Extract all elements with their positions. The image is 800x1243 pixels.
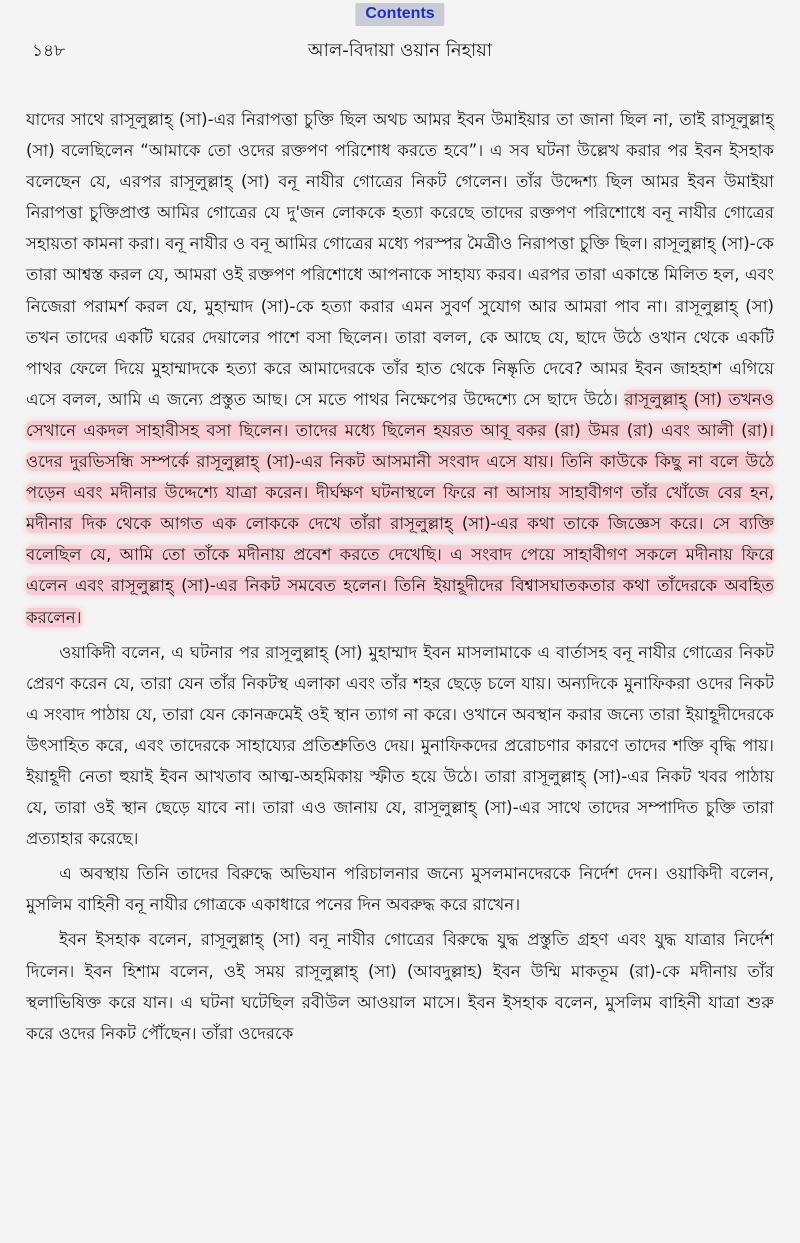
paragraph-2: ওয়াকিদী বলেন, এ ঘটনার পর রাসূলুল্লাহ্ (সা) মুহাম্মাদ ইবন মাসলামাকে এ বার্তাসহ বনূ নাযীর গোত্রের নিকট প্রেরণ করেন যে, তারা যেন তাঁর নিকটস্থ এলাকা এবং তাঁর শহর ছেড়ে চলে যায়। অন্যদিকে মুনাফিকরা ওদের নিকট এ সংবাদ পাঠায় যে, তারা যেন কোনক্রমেই ওই স্থান ত্যাগ না করে। ওখানে অবস্থান করার জন্যে তারা ইয়াহূদীদেরকে উৎসাহিত করে, এবং তাদেরকে সাহায্যের প্রতিশ্রুতিও দেয়। মুনাফিকদের প্ররোচণার কারণে তাদের শক্তি বৃদ্ধি পায়। ইয়াহূদী নেতা হুয়াই ইবন আখতাব আত্ম-অহমিকায় স্ফীত হয়ে উঠে। তারা রাসূলুল্লাহ্ (সা)-এর নিকট খবর পাঠায় যে, তারা ওই স্থান ছেড়ে যাবে না। তারা এও জানায় যে, রাসূলুল্লাহ্ (সা)-এর সাথে তাদের সম্পাদিত চুক্তি তারা প্রত্যাহার করেছে।: [26, 642, 774, 849]
paragraph-4: ইবন ইসহাক বলেন, রাসূলুল্লাহ্ (সা) বনূ নাযীর গোত্রের বিরুদ্ধে যুদ্ধ প্রস্তুতি গ্রহণ এবং যুদ্ধ যাত্রার নির্দেশ দিলেন। ইবন হিশাম বলেন, ওই সময় রাসূলুল্লাহ্ (সা) (আবদুল্লাহ) ইবন উম্মি মাকতূম (রা)-কে মদীনায় তাঁর স্থলাভিষিক্ত করে যান। এ ঘটনা ঘটেছিল রবীউল আওয়াল মাসে। ইবন ইসহাক বলেন, মুসলিম বাহিনী যাত্রা শুরু করে ওদের নিকট পৌঁছেন। তাঁরা ওদেরকে: [26, 930, 774, 1043]
page-body: [26, 104, 774, 1049]
book-title: আল-বিদায়া ওয়ান নিহায়া: [307, 40, 493, 61]
highlighted-passage: রাসূলুল্লাহ্ (সা) তখনও সেখানে একদল সাহাবীসহ বসা ছিলেন। তাদের মধ্যে ছিলেন হযরত আবূ বকর (রা) উমর (রা) এবং আলী (রা)। ওদের দুরভিসন্ধি সম্পর্কে রাসূলুল্লাহ্ (সা)-এর নিকট আসমানী সংবাদ এসে যায়। তিনি কাউকে কিছু না বলে উঠে পড়েন এবং মদীনার উদ্দেশ্যে যাত্রা করেন। দীর্ঘক্ষণ ঘটনাস্থলে ফিরে না আসায় সাহাবীগণ তাঁর খোঁজে বের হন, মদীনার দিক থেকে আগত এক লোককে দেখে তাঁরা রাসূলুল্লাহ্ (সা)-এর কথা তাকে জিজ্ঞেস করে। সে ব্যক্তি বলেছিল যে, আমি তো তাঁকে মদীনায় প্রবেশ করতে দেখেছি। এ সংবাদ পেয়ে সাহাবীগণ সকলে মদীনায় ফিরে এলেন এবং রাসূলুল্লাহ্ (সা)-এর নিকট সমবেত হলেন। তিনি ইয়াহূদীদের বিশ্বাসঘাতকতার কথা তাঁদেরকে অবহিত করলেন।: [26, 389, 774, 627]
paragraph-1-text: যাদের সাথে রাসূলুল্লাহ্ (সা)-এর নিরাপত্তা চুক্তি ছিল অথচ আমর ইবন উমাইয়ার তা জানা ছিল না, তাই রাসূলুল্লাহ্ (সা) বলেছিলেন “আমাকে তো ওদের রক্তপণ পরিশোধ করতে হবে”। এ সব ঘটনা উল্লেখ করার পর ইবন ইসহাক বলেছেন যে, এরপর রাসূলুল্লাহ্ (সা) বনূ নাযীর গোত্রের নিকট গেলেন। তাঁর উদ্দেশ্য ছিল আমর ইবন উমাইয়া নিরাপত্তা চুক্তিপ্রাপ্ত আমির গোত্রের যে দু'জন লোককে হত্যা করেছে তাদের রক্তপণ পরিশোধে বনূ নাযীর গোত্রের সহায়তা কামনা করা। বনূ নাযীর ও বনূ আমির গোত্রের মধ্যে পরস্পর মৈত্রীও নিরাপত্তা চুক্তি ছিল। রাসূলুল্লাহ্ (সা)-কে তারা আশ্বস্ত করল যে, আমরা ওই রক্তপণ পরিশোধে আপনাকে সাহায্য করব। এরপর তারা একান্তে মিলিত হল, এবং নিজেরা পরামর্শ করল যে, মুহাম্মাদ (সা)-কে হত্যা করার এমন সুবর্ণ সুযোগ আর আমরা পাব না। রাসূলুল্লাহ্ (সা) তখন তাদের একটি ঘরের দেয়ালের পাশে বসা ছিলেন। তারা বলল, কে আছে যে, ছাদে উঠে ওখান থেকে একটি পাথর ফেলে দিয়ে মুহাম্মাদকে হত্যা করে আমাদেরকে তাঁর হাত থেকে নিষ্কৃতি দেবে? আমর ইবন জাহহাশ এগিয়ে এসে বলল, আমি এ জন্যে প্রস্তুত আছ। সে মতে পাথর নিক্ষেপের উদ্দেশ্যে সে ছাদে উঠে।: [26, 110, 774, 409]
paragraph-3: এ অবস্থায় তিনি তাদের বিরুদ্ধে অভিযান পরিচালনার জন্যে মুসলমানদেরকে নির্দেশ দেন। ওয়াকিদী বলেন, মুসলিম বাহিনী বনূ নাযীর গোত্রকে একাধারে পনের দিন অবরুদ্ধ করে রাখেন।: [26, 864, 774, 915]
page-number: ১৪৮: [32, 41, 66, 61]
contents-button[interactable]: Contents: [355, 3, 444, 26]
paragraph-1: [26, 104, 774, 633]
